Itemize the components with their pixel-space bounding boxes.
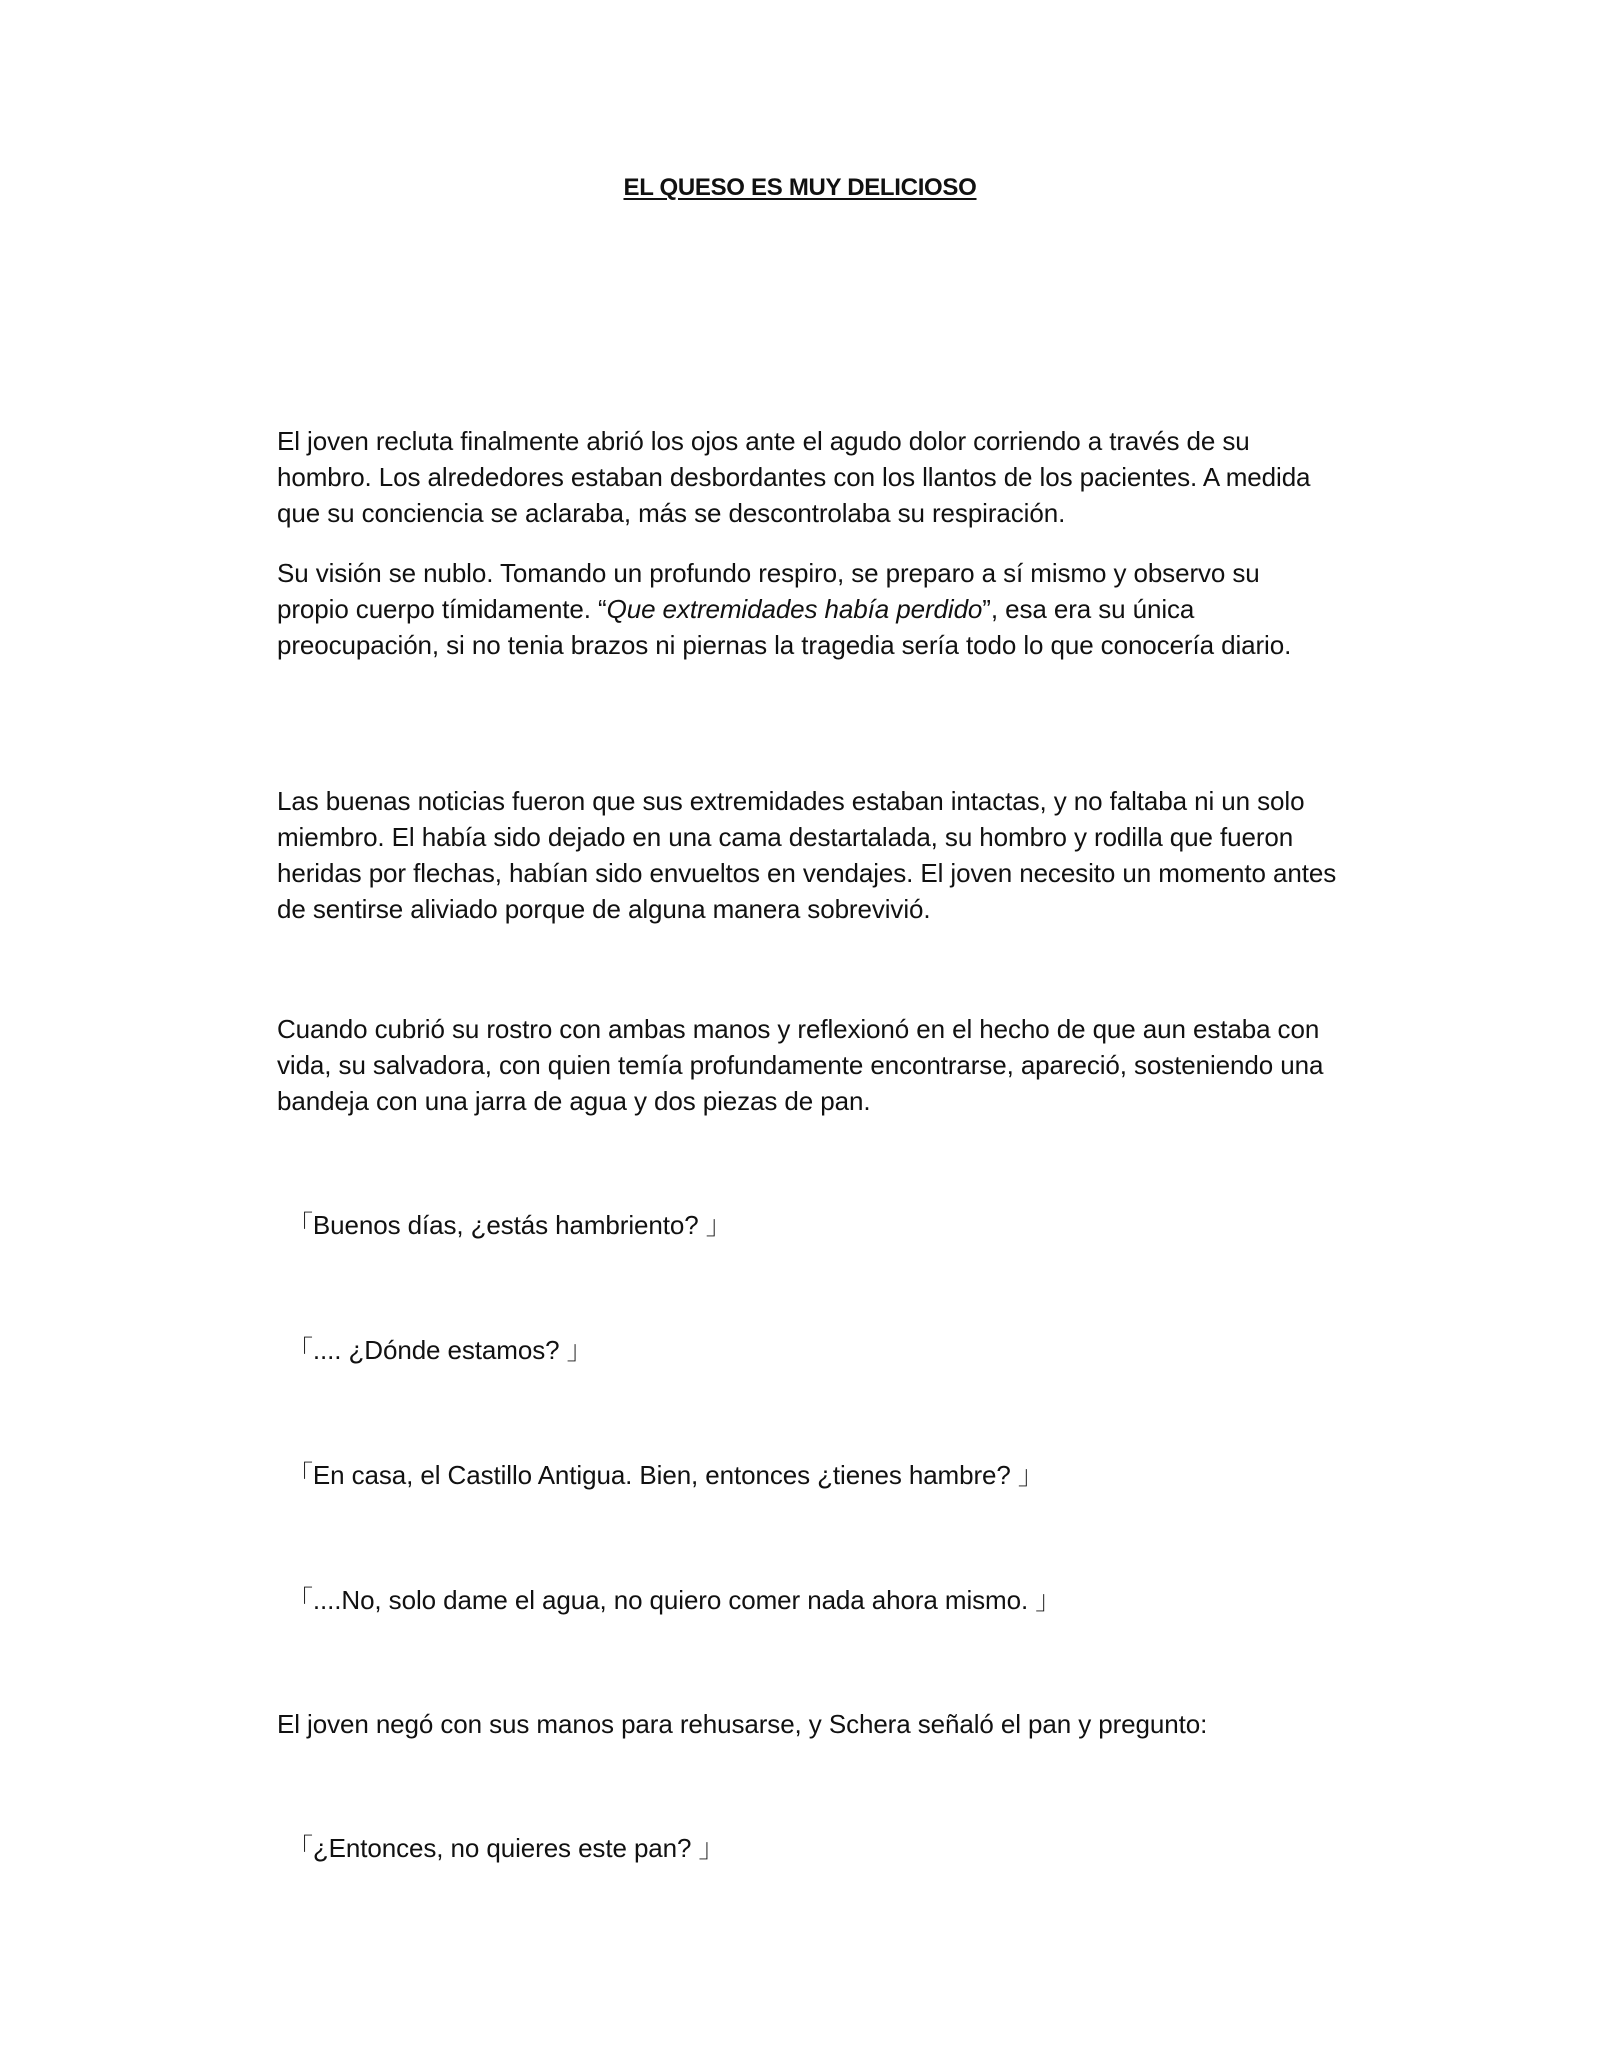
paragraph-2-italic-quote: Que extremidades había perdido: [606, 594, 983, 624]
paragraph-5: El joven negó con sus manos para rehusarse, y Schera señaló el pan y pregunto:: [277, 1709, 1208, 1739]
paragraph-1: El joven recluta finalmente abrió los ojos ante el agudo dolor corriendo a través de su hombro. Los alrededores estaban desbordantes con los llantos de los pacientes. A medida que su conciencia se aclaraba, más se descontrolaba su respiración.: [277, 426, 1311, 528]
dialogue-line-5: 「¿Entonces, no quieres este pan? 」: [287, 1833, 725, 1863]
paragraph-2-text-start: Su visión se nublo. Tomando un profundo respiro, se preparo a sí mismo y observo su propio cuerpo tímidamente. “: [277, 558, 1260, 624]
dialogue-line-4: 「....No, solo dame el agua, no quiero comer nada ahora mismo. 」: [287, 1585, 1062, 1615]
paragraph-2: [277, 555, 1337, 663]
dialogue-line-3: 「En casa, el Castillo Antigua. Bien, entonces ¿tienes hambre? 」: [287, 1460, 1044, 1490]
paragraph-2-text-end: ”, esa era su única preocupación, si no tenia brazos ni piernas la tragedia sería todo lo que conocería diario.: [277, 594, 1292, 660]
document-title: EL QUESO ES MUY DELICIOSO: [623, 174, 977, 201]
dialogue-line-2: 「.... ¿Dónde estamos? 」: [287, 1335, 593, 1365]
paragraph-3: Las buenas noticias fueron que sus extremidades estaban intactas, y no faltaba ni un solo miembro. El había sido dejado en una cama destartalada, su hombro y rodilla que fueron heridas por flechas, habían sido envueltos en vendajes. El joven necesito un momento antes de sentirse aliviado porque de alguna manera sobrevivió.: [277, 786, 1337, 924]
dialogue-line-1: 「Buenos días, ¿estás hambriento? 」: [287, 1210, 732, 1240]
paragraph-4: Cuando cubrió su rostro con ambas manos y reflexionó en el hecho de que aun estaba con vida, su salvadora, con quien temía profundamente encontrarse, apareció, sosteniendo una bandeja con una jarra de agua y dos piezas de pan.: [277, 1014, 1324, 1116]
